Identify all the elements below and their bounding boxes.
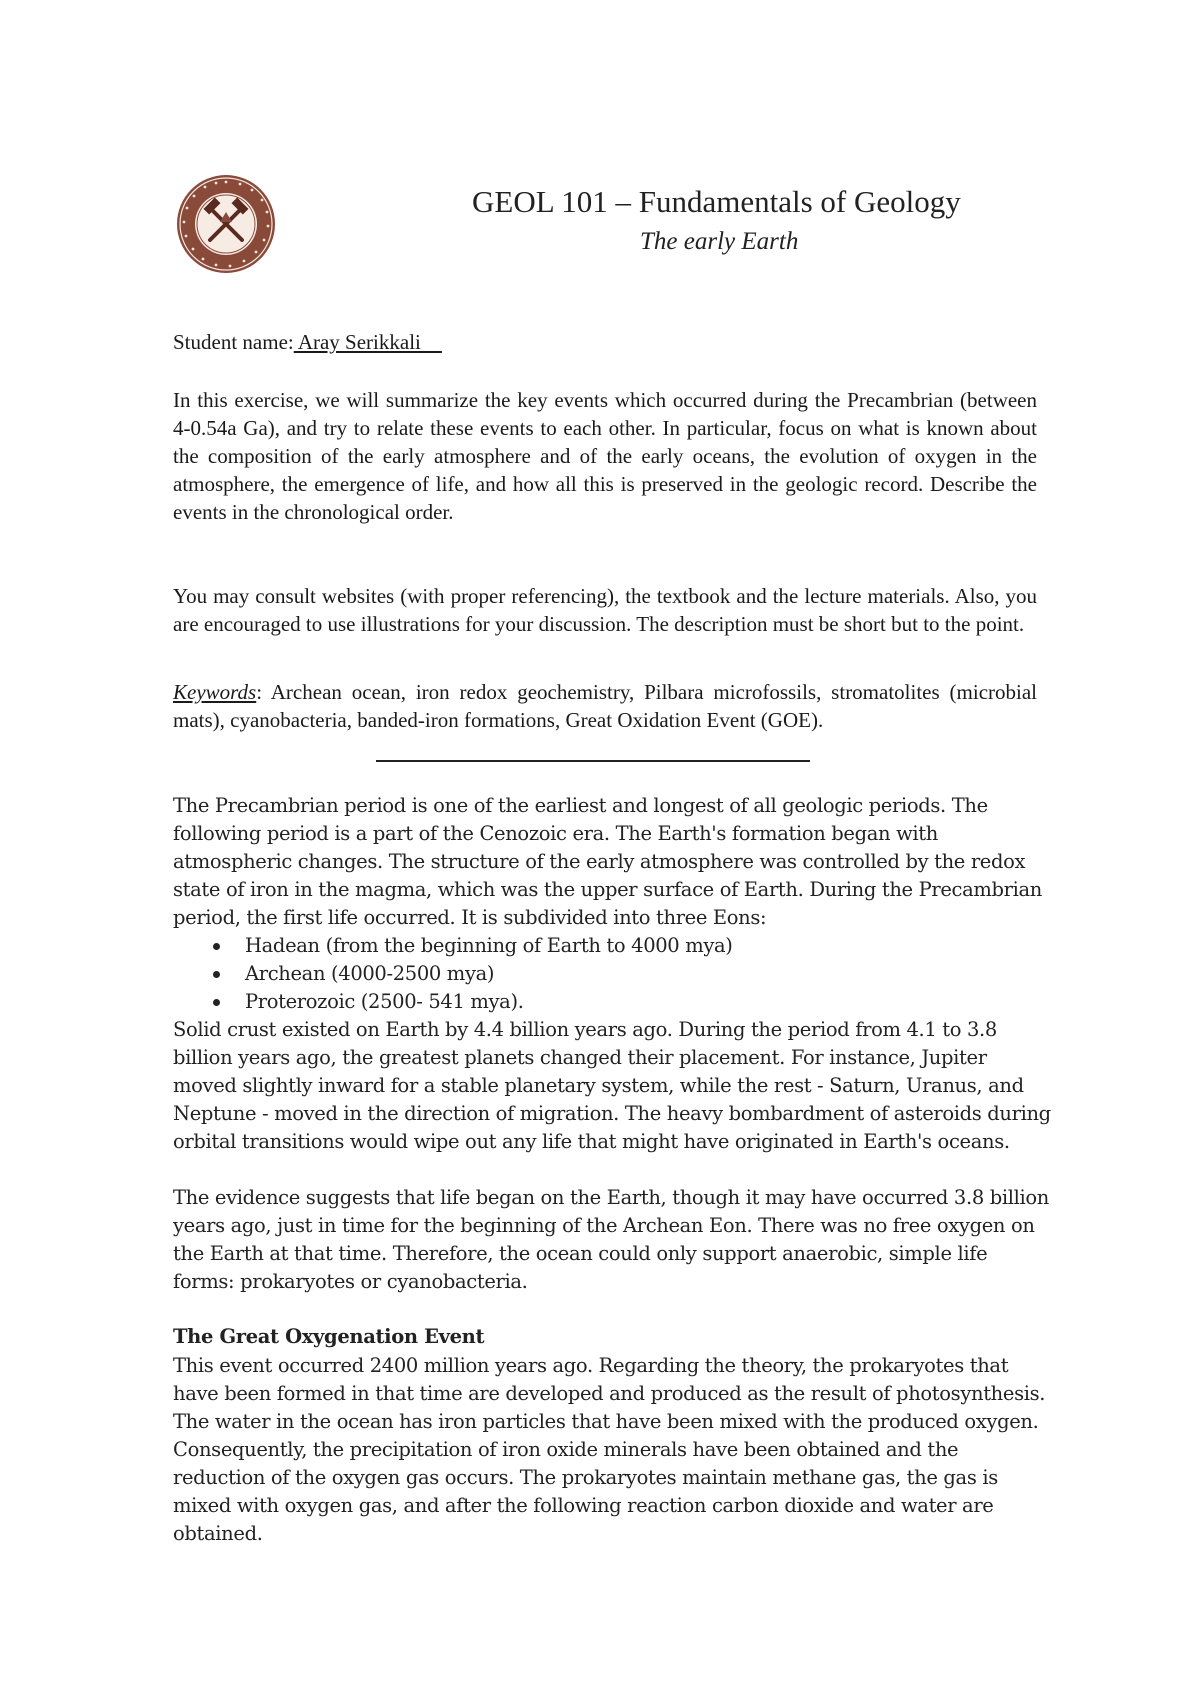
bullet-icon	[213, 999, 220, 1006]
keywords-label: Keywords	[173, 680, 257, 704]
course-title: GEOL 101 – Fundamentals of Geology	[472, 184, 961, 219]
crust-paragraph: Solid crust existed on Earth by 4.4 billion years ago. During the period from 4.1 to 3.8 billion years ago, the greatest planets changed their placement. For instance, Jupiter moved slightly inward for a stable planetary system, while the rest - Saturn, Uranus, and Neptune - moved in the direction of migration. The heavy bombardment of asteroids during orbital transitions would wipe out any life that might have originated in Earth's oceans.	[173, 1018, 1051, 1153]
instructions-paragraph-1: In this exercise, we will summarize the key events which occurred during the Precambrian (between 4-0.54a Ga), and try to relate these events to each other. In particular, focus on what is known about the composition of the early atmosphere and of the early oceans, the evolution of oxygen in the atmosphere, the emergence of life, and how all this is preserved in the geologic record. Describe the events in the chronological order.	[173, 388, 1037, 524]
keywords-text: : Archean ocean, iron redox geochemistry, Pilbara microfossils, stromatolites (microbial mats), cyanobacteria, banded-iron formations, Great Oxidation Event (GOE).	[173, 680, 1037, 732]
section-divider	[376, 760, 810, 762]
keywords-paragraph	[173, 678, 1037, 734]
goe-heading: The Great Oxygenation Event	[173, 1325, 485, 1348]
student-name-value: Aray Serikkali	[293, 330, 442, 354]
bullet-icon	[213, 971, 220, 978]
answer-intro-paragraph: The Precambrian period is one of the earliest and longest of all geologic periods. The following period is a part of the Cenozoic era. The Earth's formation began with atmospheric changes. The structure of the early atmosphere was controlled by the redox state of iron in the magma, which was the upper surface of Earth. During the Precambrian period, the first life occurred. It is subdivided into three Eons:	[173, 794, 1042, 929]
document-subtitle: The early Earth	[640, 228, 799, 255]
university-seal-logo	[176, 174, 276, 274]
list-item: Proterozoic (2500- 541 mya).	[173, 988, 733, 1016]
bullet-icon	[213, 943, 220, 950]
goe-paragraph: This event occurred 2400 million years ago. Regarding the theory, the prokaryotes that have been formed in that time are developed and produced as the result of photosynthesis. The water in the ocean has iron particles that have been mixed with the produced oxygen. Consequently, the precipitation of iron oxide minerals have been obtained and the reduction of the oxygen gas occurs. The prokaryotes maintain methane gas, the gas is mixed with oxygen gas, and after the following reaction carbon dioxide and water are obtained.	[173, 1354, 1046, 1545]
list-item: Hadean (from the beginning of Earth to 4000 mya)	[173, 932, 733, 960]
eon-list	[173, 932, 733, 1016]
list-item: Archean (4000-2500 mya)	[173, 960, 733, 988]
instructions-paragraph-2: You may consult websites (with proper referencing), the textbook and the lecture materials. Also, you are encouraged to use illustrations for your discussion. The description must be short but to the point.	[173, 584, 1037, 636]
life-paragraph: The evidence suggests that life began on the Earth, though it may have occurred 3.8 billion years ago, just in time for the beginning of the Archean Eon. There was no free oxygen on the Earth at that time. Therefore, the ocean could only support anaerobic, simple life forms: prokaryotes or cyanobacteria.	[173, 1186, 1050, 1293]
student-name-label: Student name:	[173, 330, 294, 354]
student-name-field	[173, 330, 442, 355]
